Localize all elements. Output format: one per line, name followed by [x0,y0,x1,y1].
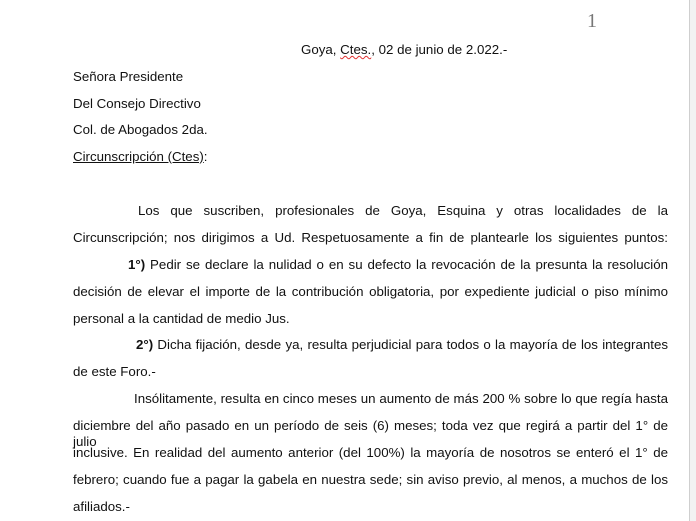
recipient-line-3: Col. de Abogados 2da. [73,122,208,137]
para3-line-4: febrero; cuando fue a pagar la gabela en nuestra sede; sin aviso previo, al menos, a muchos de los [73,472,668,487]
date-prefix: Goya, [301,42,341,57]
date-rest: , 02 de junio de 2.022.- [371,42,508,57]
recipient-line-2: Del Consejo Directivo [73,96,201,111]
point2-label: 2°) [136,337,154,352]
point1-line-3: personal a la cantidad de medio Jus. [73,311,290,326]
date-line [301,42,507,58]
point2-text-1: Dicha fijación, desde ya, resulta perjudicial para todos o la mayoría de los integrantes [153,337,668,352]
recipient-colon: : [203,149,208,164]
para3-line-2: diciembre del año pasado en un período de seis (6) meses; toda vez que regirá a partir del 1° de julio [73,418,668,449]
para3-line-1: Insólitamente, resulta en cinco meses un aumento de más 200 % sobre lo que regía hasta [134,391,668,406]
date-ctes: Ctes. [340,42,372,57]
point1-label: 1°) [128,257,146,272]
intro-line-1: Los que suscriben, profesionales de Goya, Esquina y otras localidades de la [138,203,668,218]
recipient-line-4 [73,149,207,165]
page-number: 1 [587,10,597,32]
point1-line-1 [128,257,668,273]
para3-line-5: afiliados.- [73,499,130,514]
recipient-line-1: Señora Presidente [73,69,184,84]
page-edge [689,0,696,521]
point1-text-1: Pedir se declare la nulidad o en su defecto la revocación de la presunta la resolución [145,257,668,272]
intro-line-2: Circunscripción; nos dirigimos a Ud. Respetuosamente a fin de plantearle los siguientes puntos: [73,230,668,245]
point1-line-2: decisión de elevar el importe de la contribución obligatoria, por expediente judicial o piso mínimo [73,284,668,299]
point2-line-1 [136,337,668,353]
para3-line-3: inclusive. En realidad del aumento anterior (del 100%) la mayoría de nosotros se enteró el 1° de [73,445,668,460]
point2-line-2: de este Foro.- [73,364,156,379]
recipient-circunscripcion: Circunscripción (Ctes) [73,149,204,164]
